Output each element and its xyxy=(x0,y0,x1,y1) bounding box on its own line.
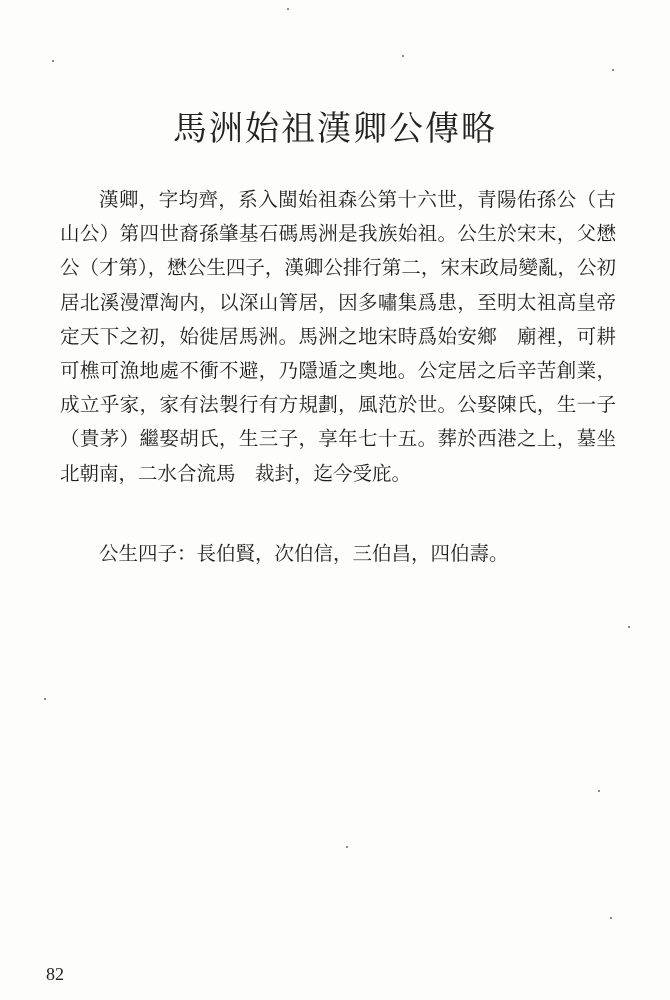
scan-speck xyxy=(52,60,54,62)
sons-paragraph: 公生四子：長伯賢，次伯信，三伯昌，四伯壽。 xyxy=(99,542,509,565)
scan-speck xyxy=(402,55,404,57)
page-number: 82 xyxy=(46,964,64,984)
scan-speck xyxy=(346,846,348,848)
scan-speck xyxy=(598,790,600,792)
scan-speck xyxy=(287,8,289,10)
scan-speck xyxy=(44,698,46,700)
biography-paragraph: 漢卿，字均齊，系入閩始祖森公第十六世，青陽佑孫公（古山公）第四世裔孫肇基石碼馬洲是我族始祖。公生於宋末，父懋公（才第），懋公生四子，漢卿公排行第二，宋末政局變亂，公初居北溪漫潭淘内，以深山箐居，因多嘯集爲患，至明太祖高皇帝定天下之初，始徙居馬洲。馬洲之地宋時爲始安鄉 廟裡，可耕可樵可漁地處不衝不避，乃隱遁之奧地。公定居之后辛苦創業，成立乎家，家有法製行有方規劃，風范於世。公娶陳氏，生一子（貴茅）繼娶胡氏，生三子，享年七十五。葬於西港之上，墓坐北朝南，二水合流馬 裁封，迄今受庇。 xyxy=(60,188,616,485)
scan-speck xyxy=(612,69,614,71)
document-title: 馬洲始祖漢卿公傳略 xyxy=(173,109,497,149)
scan-speck xyxy=(628,626,630,628)
scan-speck xyxy=(610,917,612,919)
